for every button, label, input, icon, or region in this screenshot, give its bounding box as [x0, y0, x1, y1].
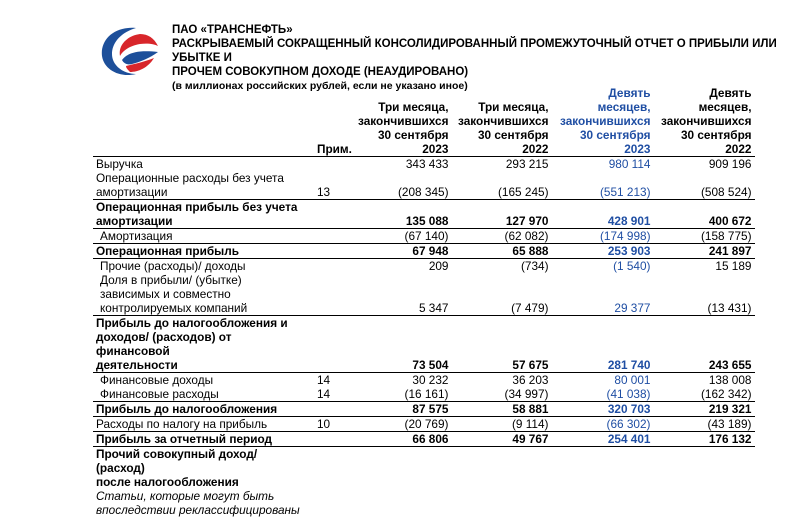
row-note: 13	[311, 171, 355, 200]
row-note	[311, 200, 355, 229]
report-header	[172, 23, 782, 93]
row-value-col-2: 58 881	[452, 402, 552, 417]
header-col-3-l4: 2023	[555, 142, 651, 156]
row-value-col-4: 219 321	[654, 402, 755, 417]
row-label	[93, 171, 311, 200]
row-label	[93, 432, 311, 447]
header-col-4-l1: Девять месяцев,	[657, 86, 752, 114]
row-value-col-2: 127 970	[452, 200, 552, 229]
row-label-line: Операционные расходы без учета	[96, 171, 308, 185]
transneft-logo-icon	[96, 22, 162, 80]
row-value-col-4: (158 775)	[654, 229, 755, 244]
header-col-1-l2: закончившихся	[358, 114, 449, 128]
row-value-col-3: 254 401	[552, 432, 654, 447]
row-label-line: Прибыль за отчетный период	[96, 432, 308, 446]
row-value-col-2: 36 203	[452, 373, 552, 388]
header-col-2	[452, 86, 552, 157]
row-label	[93, 157, 311, 172]
table-row	[93, 157, 755, 172]
header-col-1-l1: Три месяца,	[358, 100, 449, 114]
row-label-line: деятельности	[96, 358, 308, 372]
table-row	[93, 447, 755, 490]
row-label-line: зависимых и совместно	[100, 287, 308, 301]
row-value-col-3: 281 740	[552, 316, 654, 373]
statement-rows	[93, 157, 755, 517]
report-subtitle: (в миллионах российских рублей, если не указано иное)	[172, 79, 782, 93]
company-name: ПАО «ТРАНСНЕФТЬ»	[172, 23, 782, 37]
row-label-line: Прибыль до налогообложения и	[96, 316, 308, 330]
header-col-4	[654, 86, 755, 157]
row-label-line: амортизации	[96, 185, 308, 199]
row-label-line: Статьи, которые могут быть	[96, 489, 308, 503]
header-label-cell	[93, 86, 311, 157]
row-label	[93, 387, 311, 402]
row-label-line: Расходы по налогу на прибыль	[96, 417, 308, 431]
row-value-col-4: 400 672	[654, 200, 755, 229]
row-label	[93, 402, 311, 417]
row-value-col-4: (13 431)	[654, 273, 755, 316]
header-col-3-l1: Девять месяцев,	[555, 86, 651, 114]
row-value-col-4: (162 342)	[654, 387, 755, 402]
header-col-2-l1: Три месяца,	[455, 100, 549, 114]
row-value-col-4: 909 196	[654, 157, 755, 172]
row-value-col-2	[452, 489, 552, 517]
row-label	[93, 200, 311, 229]
header-row	[93, 86, 755, 157]
header-col-3	[552, 86, 654, 157]
row-note	[311, 402, 355, 417]
table-row	[93, 273, 755, 316]
row-label	[93, 259, 311, 274]
row-value-col-1: 135 088	[355, 200, 452, 229]
row-label	[93, 417, 311, 432]
row-value-col-1: (67 140)	[355, 229, 452, 244]
row-note: 10	[311, 417, 355, 432]
table-row	[93, 244, 755, 259]
row-value-col-2: (62 082)	[452, 229, 552, 244]
row-label	[93, 373, 311, 388]
row-value-col-4: (43 189)	[654, 417, 755, 432]
row-label	[93, 244, 311, 259]
row-value-col-4: 241 897	[654, 244, 755, 259]
row-value-col-1	[355, 489, 452, 517]
row-value-col-1: 87 575	[355, 402, 452, 417]
row-label	[93, 273, 311, 316]
row-label-line: Выручка	[96, 157, 308, 171]
header-col-1-l3: 30 сентября	[358, 128, 449, 142]
row-label	[93, 316, 311, 373]
header-col-1-l4: 2023	[358, 142, 449, 156]
row-value-col-1: 30 232	[355, 373, 452, 388]
table-row	[93, 387, 755, 402]
row-label-line: впоследствии реклассифицированы	[96, 503, 308, 517]
row-value-col-1	[355, 447, 452, 490]
row-label	[93, 447, 311, 490]
row-value-col-3: (66 302)	[552, 417, 654, 432]
header-col-1	[355, 86, 452, 157]
table-row	[93, 417, 755, 432]
row-value-col-2	[452, 447, 552, 490]
row-value-col-3: (1 540)	[552, 259, 654, 274]
table-row	[93, 402, 755, 417]
row-value-col-3	[552, 447, 654, 490]
income-statement-table	[93, 86, 755, 517]
row-value-col-4: (508 524)	[654, 171, 755, 200]
row-value-col-3: 980 114	[552, 157, 654, 172]
row-note	[311, 259, 355, 274]
row-value-col-1: (208 345)	[355, 171, 452, 200]
row-value-col-2: (7 479)	[452, 273, 552, 316]
table-row	[93, 200, 755, 229]
header-note: Прим.	[311, 86, 355, 157]
row-value-col-3	[552, 489, 654, 517]
row-value-col-1: 343 433	[355, 157, 452, 172]
row-value-col-4: 243 655	[654, 316, 755, 373]
row-value-col-1: (20 769)	[355, 417, 452, 432]
row-label-line: после налогообложения	[96, 475, 308, 489]
row-label-line: Операционная прибыль без учета	[96, 200, 308, 214]
header-col-3-l3: 30 сентября	[555, 128, 651, 142]
row-value-col-3: (41 038)	[552, 387, 654, 402]
row-label-line: контролируемых компаний	[100, 301, 308, 315]
row-value-col-3: 253 903	[552, 244, 654, 259]
row-value-col-2: 57 675	[452, 316, 552, 373]
row-value-col-2: (734)	[452, 259, 552, 274]
row-value-col-4: 138 008	[654, 373, 755, 388]
row-note	[311, 489, 355, 517]
row-value-col-2: 49 767	[452, 432, 552, 447]
row-value-col-2: 293 215	[452, 157, 552, 172]
row-value-col-3: 80 001	[552, 373, 654, 388]
row-value-col-1: 209	[355, 259, 452, 274]
row-label	[93, 489, 311, 517]
header-col-2-l2: закончившихся	[455, 114, 549, 128]
header-col-4-l4: 2022	[657, 142, 752, 156]
row-note	[311, 157, 355, 172]
row-note	[311, 229, 355, 244]
row-note: 14	[311, 387, 355, 402]
row-note	[311, 447, 355, 490]
table-row	[93, 432, 755, 447]
row-note	[311, 273, 355, 316]
row-note	[311, 244, 355, 259]
header-col-2-l4: 2022	[455, 142, 549, 156]
row-label-line: Операционная прибыль	[96, 244, 308, 258]
row-value-col-2: 65 888	[452, 244, 552, 259]
row-label-line: Финансовые доходы	[100, 373, 308, 387]
row-value-col-1: 73 504	[355, 316, 452, 373]
header-col-2-l3: 30 сентября	[455, 128, 549, 142]
table-row	[93, 489, 755, 517]
table-row	[93, 259, 755, 274]
row-value-col-1: 5 347	[355, 273, 452, 316]
report-title-line2: ПРОЧЕМ СОВОКУПНОМ ДОХОДЕ (НЕАУДИРОВАНО)	[172, 65, 782, 79]
header-col-4-l3: 30 сентября	[657, 128, 752, 142]
row-value-col-4	[654, 489, 755, 517]
row-value-col-3: (174 998)	[552, 229, 654, 244]
row-value-col-1: (16 161)	[355, 387, 452, 402]
row-label-line: доходов/ (расходов) от финансовой	[96, 330, 308, 358]
row-note	[311, 432, 355, 447]
table-row	[93, 316, 755, 373]
row-value-col-3: (551 213)	[552, 171, 654, 200]
header-col-4-l2: закончившихся	[657, 114, 752, 128]
row-label	[93, 229, 311, 244]
table-row	[93, 171, 755, 200]
table-row	[93, 229, 755, 244]
row-label-line: Амортизация	[100, 229, 308, 243]
row-value-col-3: 320 703	[552, 402, 654, 417]
row-value-col-1: 66 806	[355, 432, 452, 447]
header-col-3-l2: закончившихся	[555, 114, 651, 128]
row-value-col-1: 67 948	[355, 244, 452, 259]
row-value-col-2: (34 997)	[452, 387, 552, 402]
row-value-col-2: (165 245)	[452, 171, 552, 200]
row-value-col-4: 15 189	[654, 259, 755, 274]
row-value-col-2: (9 114)	[452, 417, 552, 432]
row-value-col-4: 176 132	[654, 432, 755, 447]
row-note: 14	[311, 373, 355, 388]
row-note	[311, 316, 355, 373]
row-label-line: Прибыль до налогообложения	[96, 402, 308, 416]
row-label-line: Доля в прибыли/ (убытке)	[100, 273, 308, 287]
row-value-col-3: 29 377	[552, 273, 654, 316]
table-row	[93, 373, 755, 388]
row-label-line: Прочий совокупный доход/ (расход)	[96, 447, 308, 475]
report-title-line1: РАСКРЫВАЕМЫЙ СОКРАЩЕННЫЙ КОНСОЛИДИРОВАННЫЙ ПРОМЕЖУТОЧНЫЙ ОТЧЕТ О ПРИБЫЛИ ИЛИ УБЫТКЕ И	[172, 37, 782, 65]
row-value-col-4	[654, 447, 755, 490]
row-label-line: Прочие (расходы)/ доходы	[100, 259, 308, 273]
row-value-col-3: 428 901	[552, 200, 654, 229]
row-label-line: Финансовые расходы	[100, 387, 308, 401]
row-label-line: амортизации	[96, 214, 308, 228]
